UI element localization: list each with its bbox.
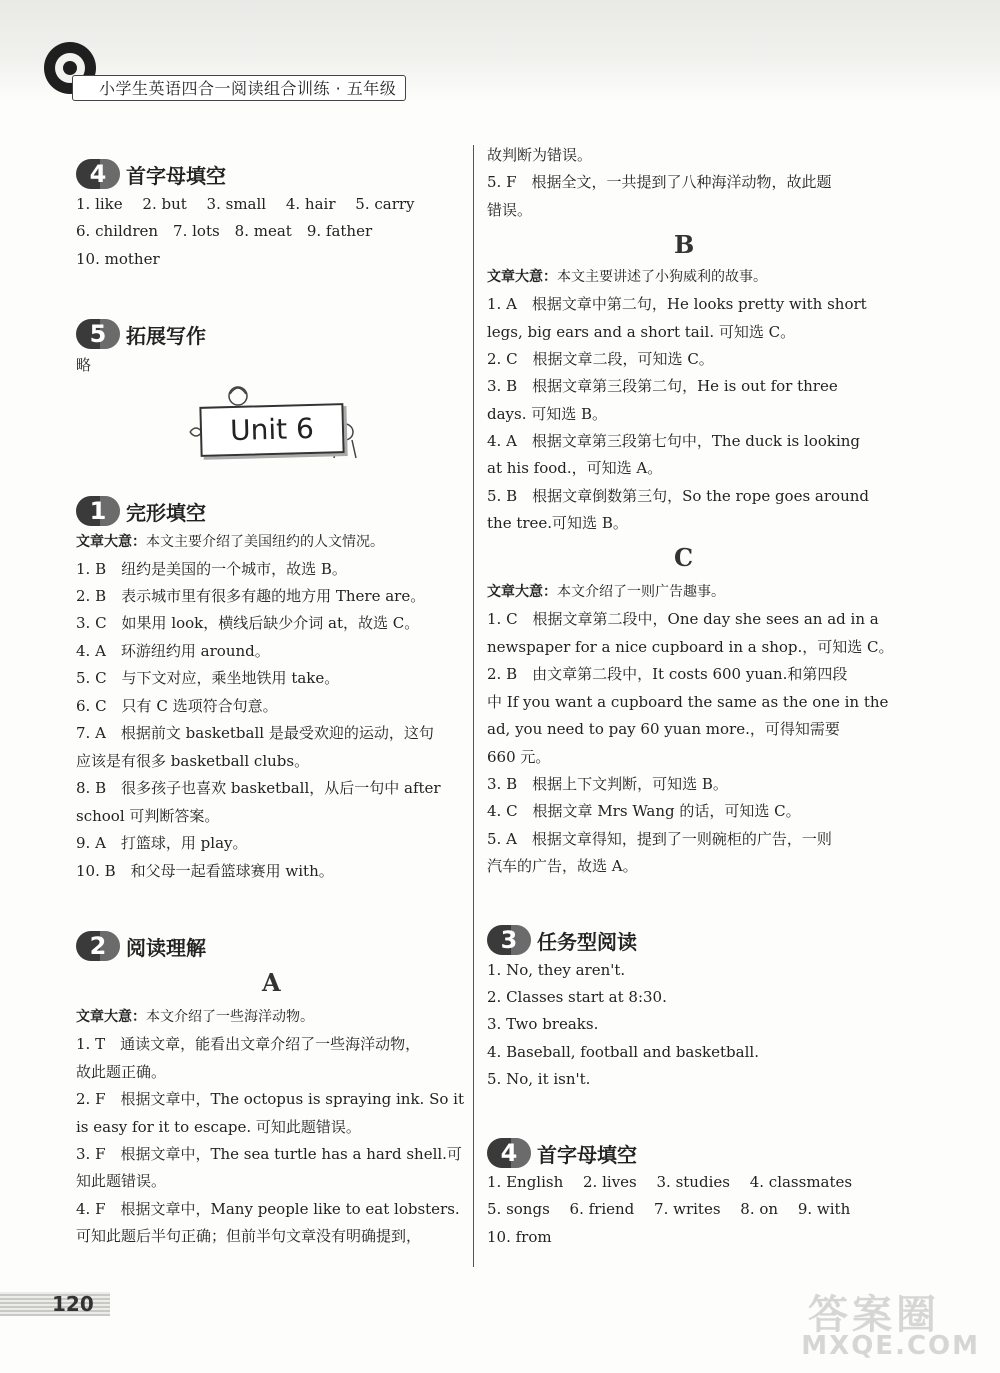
- page-number: 120: [52, 1292, 94, 1316]
- section-heading-cloze: [76, 494, 206, 528]
- answer-line: 5. No, it isn't.: [487, 1070, 591, 1088]
- summary-text: 本文介绍了一则广告趣事。: [557, 584, 725, 600]
- answer-line: 6. C 只有 C 选项符合句意。: [76, 697, 278, 715]
- answer-line: 错误。: [487, 201, 533, 219]
- passage-letter: C: [674, 543, 694, 572]
- answer-line: 略: [76, 356, 92, 374]
- column-divider: [473, 145, 474, 1267]
- answer-line: 1. T 通读文章，能看出文章介绍了一些海洋动物，: [76, 1035, 421, 1053]
- answer-line: 1. No, they aren't.: [487, 961, 626, 979]
- answer-line: 2. Classes start at 8:30.: [487, 988, 667, 1006]
- answer-line: 3. F 根据文章中，The sea turtle has a hard shell.可: [76, 1145, 462, 1163]
- section-number-badge: 4: [76, 159, 120, 189]
- answer-line: 3. B 根据文章第三段第二句，He is out for three: [487, 377, 838, 395]
- answer-line: 1. like 2. but 3. small 4. hair 5. carry: [76, 195, 415, 213]
- answer-line: is easy for it to escape. 可知此题错误。: [76, 1118, 361, 1136]
- answer-line: 4. C 根据文章 Mrs Wang 的话，可知选 C。: [487, 802, 801, 820]
- answer-line: 1. C 根据文章第二段中，One day she sees an ad in a: [487, 610, 879, 628]
- section-title: 拓展写作: [126, 323, 206, 348]
- article-summary: [76, 532, 384, 552]
- answer-line: 4. A 环游纽约用 around。: [76, 642, 270, 660]
- passage-letter: A: [262, 968, 281, 997]
- answer-line: 5. F 根据全文，一共提到了八种海洋动物，故此题: [487, 173, 832, 191]
- section-heading-reading-comprehension: [76, 929, 206, 963]
- answer-line: at his food.，可知选 A。: [487, 459, 663, 477]
- answer-line: 中 If you want a cupboard the same as the one in the: [487, 693, 889, 711]
- section-number-badge: 3: [487, 925, 531, 955]
- answer-line: 2. B 由文章第二段中，It costs 600 yuan.和第四段: [487, 665, 848, 683]
- summary-label: 文章大意：: [487, 584, 557, 600]
- summary-text: 本文介绍了一些海洋动物。: [146, 1009, 314, 1025]
- summary-text: 本文主要讲述了小狗威利的故事。: [557, 269, 767, 285]
- answer-line: 3. Two breaks.: [487, 1015, 599, 1033]
- book-title: 小学生英语四合一阅读组合训练 · 五年级: [72, 75, 406, 101]
- section-number-badge: 2: [76, 931, 120, 961]
- watermark-logo-text: 答案圈: [808, 1292, 940, 1338]
- summary-text: 本文主要介绍了美国纽约的人文情况。: [146, 534, 384, 550]
- answer-line: 3. B 根据上下文判断，可知选 B。: [487, 775, 728, 793]
- answer-line: school 可判断答案。: [76, 807, 220, 825]
- passage-letter: B: [674, 230, 695, 259]
- section-number-badge: 1: [76, 496, 120, 526]
- section-heading-first-letter-fill: [487, 1136, 637, 1170]
- answer-line: legs, big ears and a short tail. 可知选 C。: [487, 323, 796, 341]
- answer-line: 应该是有很多 basketball clubs。: [76, 752, 310, 770]
- section-heading-first-letter-fill: [76, 157, 226, 191]
- section-title: 任务型阅读: [537, 929, 637, 954]
- watermark: [700, 1283, 980, 1363]
- answer-line: 10. mother: [76, 250, 160, 268]
- answer-line: 10. from: [487, 1228, 552, 1246]
- article-summary: [487, 582, 725, 602]
- answer-line: days. 可知选 B。: [487, 405, 608, 423]
- answer-line: 10. B 和父母一起看篮球赛用 with。: [76, 862, 334, 880]
- answer-line: 4. A 根据文章第三段第七句中，The duck is looking: [487, 432, 861, 450]
- section-number-badge: 5: [76, 319, 120, 349]
- summary-label: 文章大意：: [76, 1009, 146, 1025]
- answer-line: the tree.可知选 B。: [487, 514, 628, 532]
- answer-line: 知此题错误。: [76, 1172, 167, 1190]
- answer-line: 8. B 很多孩子也喜欢 basketball，从后一句中 after: [76, 779, 441, 797]
- answer-line: 660 元。: [487, 748, 551, 766]
- answer-line: 故此题正确。: [76, 1063, 167, 1081]
- watermark-url: MXQE.COM: [801, 1331, 980, 1361]
- answer-line: 5. A 根据文章得知，提到了一则碗柜的广告，一则: [487, 830, 832, 848]
- answer-line: 5. B 根据文章倒数第三句，So the rope goes around: [487, 487, 870, 505]
- article-summary: [76, 1007, 314, 1027]
- answer-line: 3. C 如果用 look，横线后缺少介词 at，故选 C。: [76, 614, 420, 632]
- answer-line: 9. A 打篮球，用 play。: [76, 834, 248, 852]
- summary-label: 文章大意：: [487, 269, 557, 285]
- section-number-badge: 4: [487, 1138, 531, 1168]
- answer-line: newspaper for a nice cupboard in a shop.，可知选 C。: [487, 638, 894, 656]
- answer-line: 2. F 根据文章中，The octopus is spraying ink. So it: [76, 1090, 464, 1108]
- summary-label: 文章大意：: [76, 534, 146, 550]
- section-title: 首字母填空: [126, 163, 226, 188]
- unit-title-banner: Unit 6: [199, 403, 344, 457]
- answer-line: 7. A 根据前文 basketball 是最受欢迎的运动，这句: [76, 724, 434, 742]
- answer-line: 汽车的广告，故选 A。: [487, 857, 638, 875]
- article-summary: [487, 267, 767, 287]
- section-title: 首字母填空: [537, 1142, 637, 1167]
- answer-line: 5. songs 6. friend 7. writes 8. on 9. with: [487, 1200, 851, 1218]
- section-title: 完形填空: [126, 500, 206, 525]
- answer-line: 1. English 2. lives 3. studies 4. classmates: [487, 1173, 853, 1191]
- answer-line: 可知此题后半句正确；但前半句文章没有明确提到，: [76, 1227, 422, 1245]
- answer-line: 4. Baseball, football and basketball.: [487, 1043, 759, 1061]
- section-heading-extended-writing: [76, 317, 206, 351]
- answer-line: 1. A 根据文章中第二句，He looks pretty with short: [487, 295, 867, 313]
- answer-line: 6. children 7. lots 8. meat 9. father: [76, 222, 373, 240]
- section-title: 阅读理解: [126, 935, 206, 960]
- answer-line: 1. B 纽约是美国的一个城市，故选 B。: [76, 560, 347, 578]
- answer-line: 2. C 根据文章二段，可知选 C。: [487, 350, 714, 368]
- answer-line: 故判断为错误。: [487, 146, 593, 164]
- answer-line: 5. C 与下文对应，乘坐地铁用 take。: [76, 669, 340, 687]
- answer-line: ad, you need to pay 60 yuan more.，可得知需要: [487, 720, 840, 738]
- answer-line: 2. B 表示城市里有很多有趣的地方用 There are。: [76, 587, 426, 605]
- section-heading-task-reading: [487, 923, 637, 957]
- answer-line: 4. F 根据文章中，Many people like to eat lobsters.: [76, 1200, 460, 1218]
